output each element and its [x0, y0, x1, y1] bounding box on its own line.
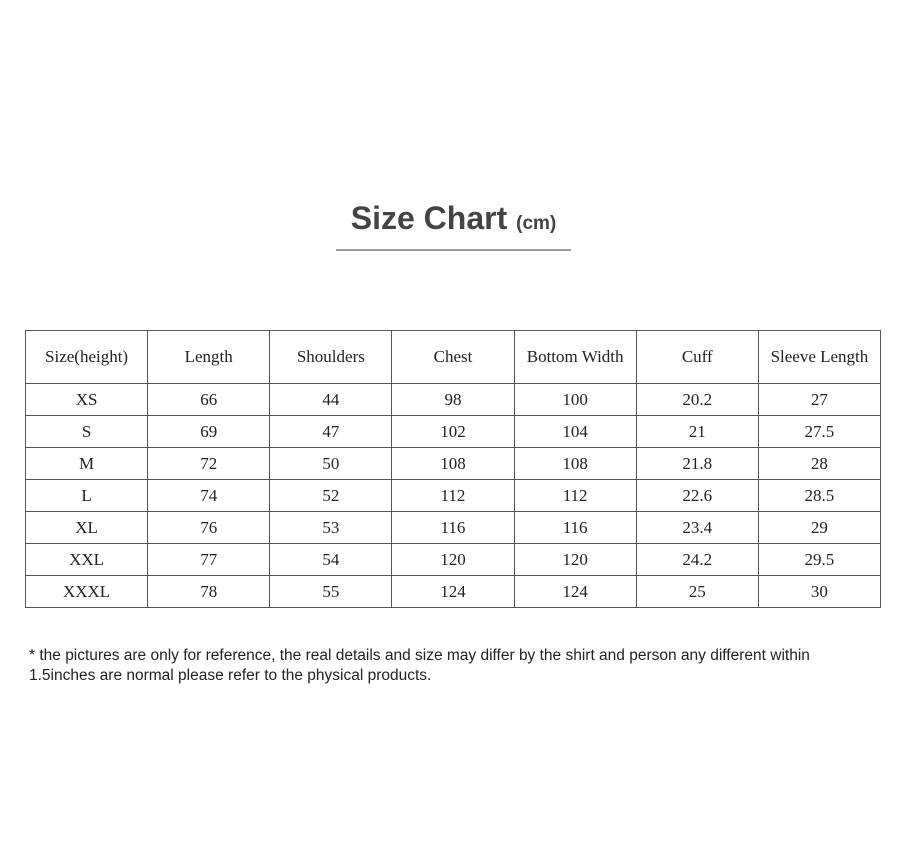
- reference-note: * the pictures are only for reference, the real details and size may differ by the shirt and person any different within 1.5inches are normal please refer to the physical products.: [29, 647, 810, 684]
- table-cell: 27.5: [758, 416, 880, 448]
- title-underline: [336, 249, 571, 251]
- header-bottom-width: Bottom Width: [514, 331, 636, 384]
- table-cell: 124: [514, 576, 636, 608]
- table-cell: 104: [514, 416, 636, 448]
- header-cuff: Cuff: [636, 331, 758, 384]
- size-table-head: [26, 331, 881, 384]
- table-cell: 102: [392, 416, 514, 448]
- table-cell: 22.6: [636, 480, 758, 512]
- size-table: [25, 330, 881, 608]
- table-cell: 28.5: [758, 480, 880, 512]
- table-cell: 24.2: [636, 544, 758, 576]
- table-cell: 108: [514, 448, 636, 480]
- header-row: [26, 331, 881, 384]
- table-cell: 27: [758, 384, 880, 416]
- table-cell: M: [26, 448, 148, 480]
- table-cell: 52: [270, 480, 392, 512]
- table-cell: 29: [758, 512, 880, 544]
- table-cell: 47: [270, 416, 392, 448]
- table-row: [26, 480, 881, 512]
- table-cell: 30: [758, 576, 880, 608]
- table-cell: 23.4: [636, 512, 758, 544]
- table-row: [26, 416, 881, 448]
- title-block: [336, 196, 571, 252]
- table-row: [26, 576, 881, 608]
- table-cell: 55: [270, 576, 392, 608]
- header-shoulders: Shoulders: [270, 331, 392, 384]
- table-row: [26, 544, 881, 576]
- table-cell: 76: [148, 512, 270, 544]
- table-cell: S: [26, 416, 148, 448]
- title-unit: (cm): [516, 213, 557, 234]
- table-cell: 21.8: [636, 448, 758, 480]
- table-cell: 120: [392, 544, 514, 576]
- title-main: Size Chart: [350, 200, 508, 236]
- header-chest: Chest: [392, 331, 514, 384]
- table-cell: XL: [26, 512, 148, 544]
- table-cell: 78: [148, 576, 270, 608]
- table-row: [26, 448, 881, 480]
- table-cell: 20.2: [636, 384, 758, 416]
- table-cell: 72: [148, 448, 270, 480]
- table-cell: 74: [148, 480, 270, 512]
- table-row: [26, 512, 881, 544]
- table-cell: 100: [514, 384, 636, 416]
- table-cell: 54: [270, 544, 392, 576]
- table-cell: 44: [270, 384, 392, 416]
- table-cell: 50: [270, 448, 392, 480]
- header-length: Length: [148, 331, 270, 384]
- table-cell: 124: [392, 576, 514, 608]
- table-cell: 25: [636, 576, 758, 608]
- table-cell: 112: [514, 480, 636, 512]
- table-cell: 28: [758, 448, 880, 480]
- table-cell: XXL: [26, 544, 148, 576]
- table-cell: 108: [392, 448, 514, 480]
- page-title: [336, 196, 571, 246]
- table-cell: 29.5: [758, 544, 880, 576]
- table-cell: 66: [148, 384, 270, 416]
- table-cell: 21: [636, 416, 758, 448]
- table-row: [26, 384, 881, 416]
- table-cell: 77: [148, 544, 270, 576]
- table-cell: 116: [514, 512, 636, 544]
- header-size: Size(height): [26, 331, 148, 384]
- table-cell: XS: [26, 384, 148, 416]
- size-table-body: [26, 384, 881, 608]
- table-cell: 53: [270, 512, 392, 544]
- table-cell: XXXL: [26, 576, 148, 608]
- table-cell: 120: [514, 544, 636, 576]
- table-cell: 98: [392, 384, 514, 416]
- table-cell: 116: [392, 512, 514, 544]
- table-cell: 69: [148, 416, 270, 448]
- table-cell: 112: [392, 480, 514, 512]
- table-cell: L: [26, 480, 148, 512]
- header-sleeve-length: Sleeve Length: [758, 331, 880, 384]
